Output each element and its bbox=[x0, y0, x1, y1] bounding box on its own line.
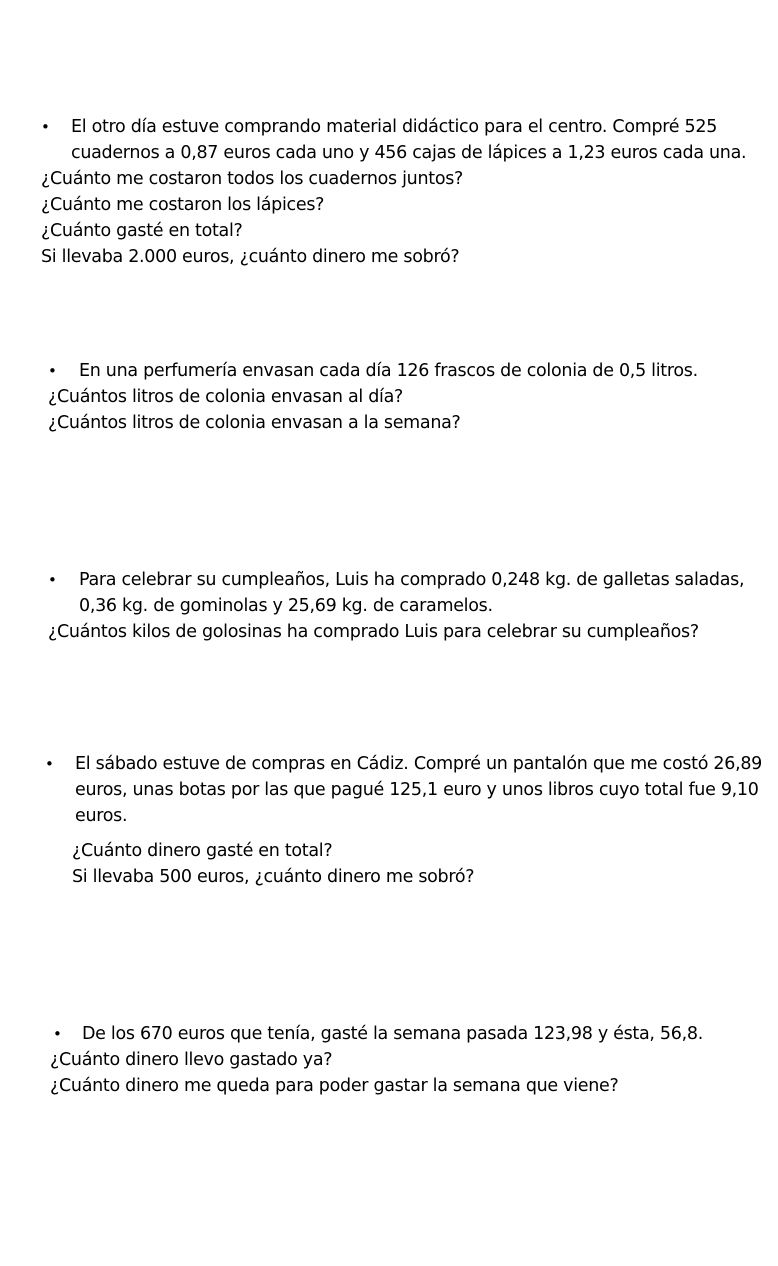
question: ¿Cuánto me costaron todos los cuadernos juntos? bbox=[41, 169, 464, 189]
problem-5 bbox=[50, 1021, 762, 1099]
question: ¿Cuántos litros de colonia envasan al día? bbox=[48, 387, 403, 407]
question: ¿Cuántos kilos de golosinas ha comprado Luis para celebrar su cumpleaños? bbox=[48, 622, 699, 642]
question: Si llevaba 2.000 euros, ¿cuánto dinero me sobró? bbox=[41, 247, 460, 267]
statement-text: El sábado estuve de compras en Cádiz. Compré un pantalón que me costó 26,89 euros, unas botas por las que pagué 125,1 euro y unos libros cuyo total fue 9,10 euros. bbox=[75, 754, 763, 826]
problem-3 bbox=[48, 567, 759, 645]
problem-statement bbox=[45, 751, 775, 829]
problem-statement bbox=[41, 114, 771, 166]
question: ¿Cuántos litros de colonia envasan a la semana? bbox=[48, 413, 461, 433]
problem-1 bbox=[41, 114, 771, 270]
question: ¿Cuánto gasté en total? bbox=[41, 221, 243, 241]
problem-4 bbox=[45, 751, 775, 890]
statement-text: De los 670 euros que tenía, gasté la semana pasada 123,98 y ésta, 56,8. bbox=[82, 1024, 703, 1044]
bullet-icon: • bbox=[53, 1025, 62, 1043]
question: ¿Cuánto me costaron los lápices? bbox=[41, 195, 325, 215]
bullet-icon: • bbox=[48, 362, 57, 380]
statement-text: En una perfumería envasan cada día 126 frascos de colonia de 0,5 litros. bbox=[79, 361, 698, 381]
problem-statement bbox=[50, 1021, 762, 1047]
question-list bbox=[50, 1047, 762, 1099]
question-list bbox=[41, 166, 771, 270]
statement-text: Para celebrar su cumpleaños, Luis ha comprado 0,248 kg. de galletas saladas, 0,36 kg. de gominolas y 25,69 kg. de caramelos. bbox=[79, 570, 745, 616]
problem-2 bbox=[48, 358, 769, 436]
question: Si llevaba 500 euros, ¿cuánto dinero me sobró? bbox=[72, 867, 475, 887]
question: ¿Cuánto dinero me queda para poder gastar la semana que viene? bbox=[50, 1076, 619, 1096]
question-list bbox=[45, 838, 775, 890]
problem-statement bbox=[48, 567, 759, 619]
bullet-icon: • bbox=[48, 571, 57, 589]
question: ¿Cuánto dinero gasté en total? bbox=[72, 841, 333, 861]
bullet-icon: • bbox=[45, 755, 54, 773]
bullet-icon: • bbox=[41, 118, 50, 136]
statement-text: El otro día estuve comprando material didáctico para el centro. Compré 525 cuadernos a 0,87 euros cada uno y 456 cajas de lápices a 1,23 euros cada una. bbox=[71, 117, 747, 163]
question-list bbox=[48, 619, 759, 645]
question: ¿Cuánto dinero llevo gastado ya? bbox=[50, 1050, 333, 1070]
question-list bbox=[48, 384, 769, 436]
problem-statement bbox=[48, 358, 769, 384]
